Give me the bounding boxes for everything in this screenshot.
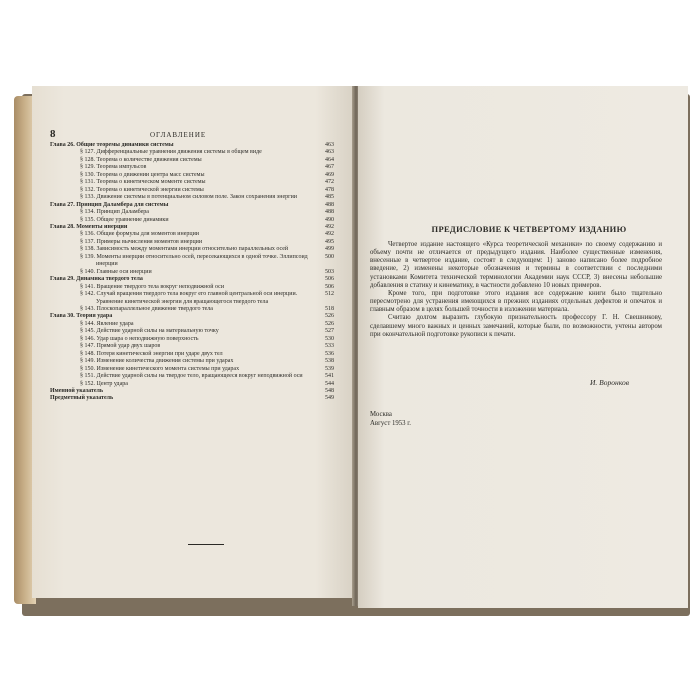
toc-section-row [50,172,334,179]
toc-page-number: 538 [325,358,334,365]
toc-header: ОГЛАВЛЕНИЕ [150,131,207,139]
toc-page-number: 526 [325,320,334,327]
toc-page-number: 469 [325,171,334,178]
toc-entry-text: § 145. Действие ударной силы на материальную точку [80,328,219,335]
right-page [358,86,688,608]
toc-entry-text: § 137. Примеры вычисления моментов инерции [80,238,203,245]
toc-page-number: 530 [325,335,334,342]
end-rule [188,544,224,545]
toc-section-row [50,164,334,171]
toc-entry-text: Глава 26. Общие теоремы динамики системы [50,142,174,148]
toc-page-number: 500 [325,253,334,260]
toc-entry-text: § 128. Теорема о количестве движения системы [80,156,202,163]
toc-section-row [50,209,334,216]
toc-page-number: 488 [325,201,334,208]
toc-section-row [50,351,334,358]
toc-entry-text: § 127. Дифференциальные уравнения движения системы в общем виде [80,149,262,156]
toc-entry-text: § 142. Случай вращения твердого тела вокруг его главной центральной оси инерции. Уравнение кинетической энергии для вращающегося твердого тела [80,291,298,305]
toc-page-number: 499 [325,246,334,253]
toc-entry-text: § 130. Теорема о движении центра масс системы [80,171,205,178]
toc-page-number: 490 [325,216,334,223]
toc-entry-text: § 139. Моменты инерции относительно осей, пересекающихся в одной точке. Эллипсоид инерции [80,253,308,268]
toc-page-number: 506 [325,283,334,290]
toc-entry-text: § 134. Принцип Даламбера [80,209,149,216]
place: Москва [370,411,392,418]
toc-page-number: 485 [325,194,334,201]
toc-page-number: 495 [325,238,334,245]
toc-page-number: 503 [325,268,334,275]
toc-chapter-row [50,202,334,209]
toc-entry-text: § 135. Общее уравнение динамики [80,216,169,223]
preface-title: ПРЕДИСЛОВИЕ К ЧЕТВЕРТОМУ ИЗДАНИЮ [431,224,627,234]
toc-section-row [50,194,334,201]
toc-section-row [50,366,334,373]
toc-entry-text: § 148. Потеря кинетической энергии при ударе двух тел [80,350,223,357]
toc-section-row [50,306,334,313]
preface-paragraph: Четвертое издание настоящего «Курса теоретической механики» по своему содержанию и объему почти не отличается от предыдущего издания. Наиболее существенные изменения, внесенные в четвертое издание, состоят в следующем: 1) заново написано более подробное введение, 2) изменены некоторые обозначения и термины в соответствии с последними установками Комитета технической терминологии Академии наук СССР, 3) внесены небольшие добавления в статику и кинематику, в частности добавлено 10 новых примеров. [370,241,662,289]
date: Август 1953 г. [370,420,412,427]
toc-entry-text: Глава 29. Динамика твердого тела [50,276,143,283]
toc-page-number: 463 [325,149,334,156]
toc-page-number: 541 [325,373,334,380]
toc-entry-text: § 146. Удар шара о неподвижную поверхность [80,335,199,342]
toc-entry-text: § 136. Общие формулы для моментов инерции [80,231,199,238]
toc-page-number: 527 [325,328,334,335]
toc-page-number: 492 [325,223,334,230]
toc-page-number: 464 [325,156,334,163]
toc-entry-text: Предметный указатель [50,395,114,402]
toc-section-row [50,231,334,238]
toc-page-number: 536 [325,350,334,357]
toc-chapter-row [50,313,334,320]
toc-section-row [50,373,334,380]
toc-section-row [50,381,334,388]
toc-entry-text: § 132. Теорема о кинетической энергии системы [80,186,204,193]
toc-entry-text: § 140. Главные оси инерции [80,268,152,275]
toc-chapter-row [50,276,334,283]
page-number: 8 [50,128,56,140]
toc-page-number: 518 [325,305,334,312]
preface-text [370,241,662,339]
toc-entry-text: § 143. Плоскопараллельное движение твердого тела [80,305,213,312]
toc-entry-text: Именной указатель [50,387,104,394]
toc-section-row [50,187,334,194]
toc-section-row [50,149,334,156]
toc-page-number: 544 [325,380,334,387]
toc-page-number: 492 [325,231,334,238]
toc-page-number: 463 [325,142,334,148]
toc-entry-text: Глава 28. Моменты инерции [50,223,128,230]
place-date [370,410,411,428]
toc-section-row [50,343,334,350]
toc-entry-text: § 138. Зависимость между моментами инерции относительно параллельных осей [80,246,289,253]
preface-paragraph: Считаю долгом выразить глубокую признательность профессору Г. Н. Свешникову, сделавшему много важных и ценных замечаний, которые были, по возможности, учтены автором при окончательной подготовке рукописи к печати. [370,314,662,338]
toc-entry-text: Глава 27. Принцип Даламбера для системы [50,201,169,208]
toc-section-row [50,358,334,365]
toc-section-row [50,246,334,253]
toc-entry-text: § 141. Вращение твердого тела вокруг неподвижной оси [80,283,225,290]
toc-page-number: 478 [325,186,334,193]
toc-entry-text: § 152. Центр удара [80,380,128,387]
table-of-contents [50,142,334,403]
toc-page-number: 506 [325,276,334,283]
toc-page-number: 548 [325,387,334,394]
toc-section-row [50,269,334,276]
toc-page-number: 488 [325,209,334,216]
toc-entry-text: § 150. Изменение кинетического момента системы при ударах [80,365,240,372]
toc-page-number: 533 [325,343,334,350]
toc-section-row [50,328,334,335]
toc-section-row [50,284,334,291]
toc-entry-text: § 129. Теорема импульсов [80,164,147,171]
toc-section-row [50,179,334,186]
toc-entry-text: § 144. Явление удара [80,320,134,327]
toc-section-row [50,254,334,269]
toc-page-number: 472 [325,179,334,186]
toc-entry-text: Глава 30. Теория удара [50,313,113,320]
toc-chapter-row [50,395,334,402]
toc-entry-text: § 147. Прямой удар двух шаров [80,343,161,350]
toc-page-number: 467 [325,164,334,171]
author-signature: И. Воронков [590,378,629,387]
toc-section-row [50,291,334,306]
toc-entry-text: § 151. Действие ударной силы на твердое тело, вращающееся вокруг неподвижной оси [80,373,303,380]
toc-entry-text: § 131. Теорема о кинетическом моменте системы [80,179,206,186]
toc-page-number: 526 [325,313,334,320]
preface-paragraph: Кроме того, при подготовке этого издания все содержание книги было тщательно пересмотрено для устранения имеющихся в прежних изданиях отдельных дефектов и опечаток и главным образом в целях большей точности в изложении материала. [370,289,662,314]
toc-page-number: 549 [325,395,334,402]
toc-entry-text: § 133. Движение системы в потенциальном силовом поле. Закон сохранения энергии [80,194,298,201]
toc-entry-text: § 149. Изменение количества движения системы при ударах [80,358,234,365]
toc-section-row [50,217,334,224]
toc-page-number: 512 [325,291,334,298]
toc-page-number: 539 [325,365,334,372]
toc-section-row [50,157,334,164]
